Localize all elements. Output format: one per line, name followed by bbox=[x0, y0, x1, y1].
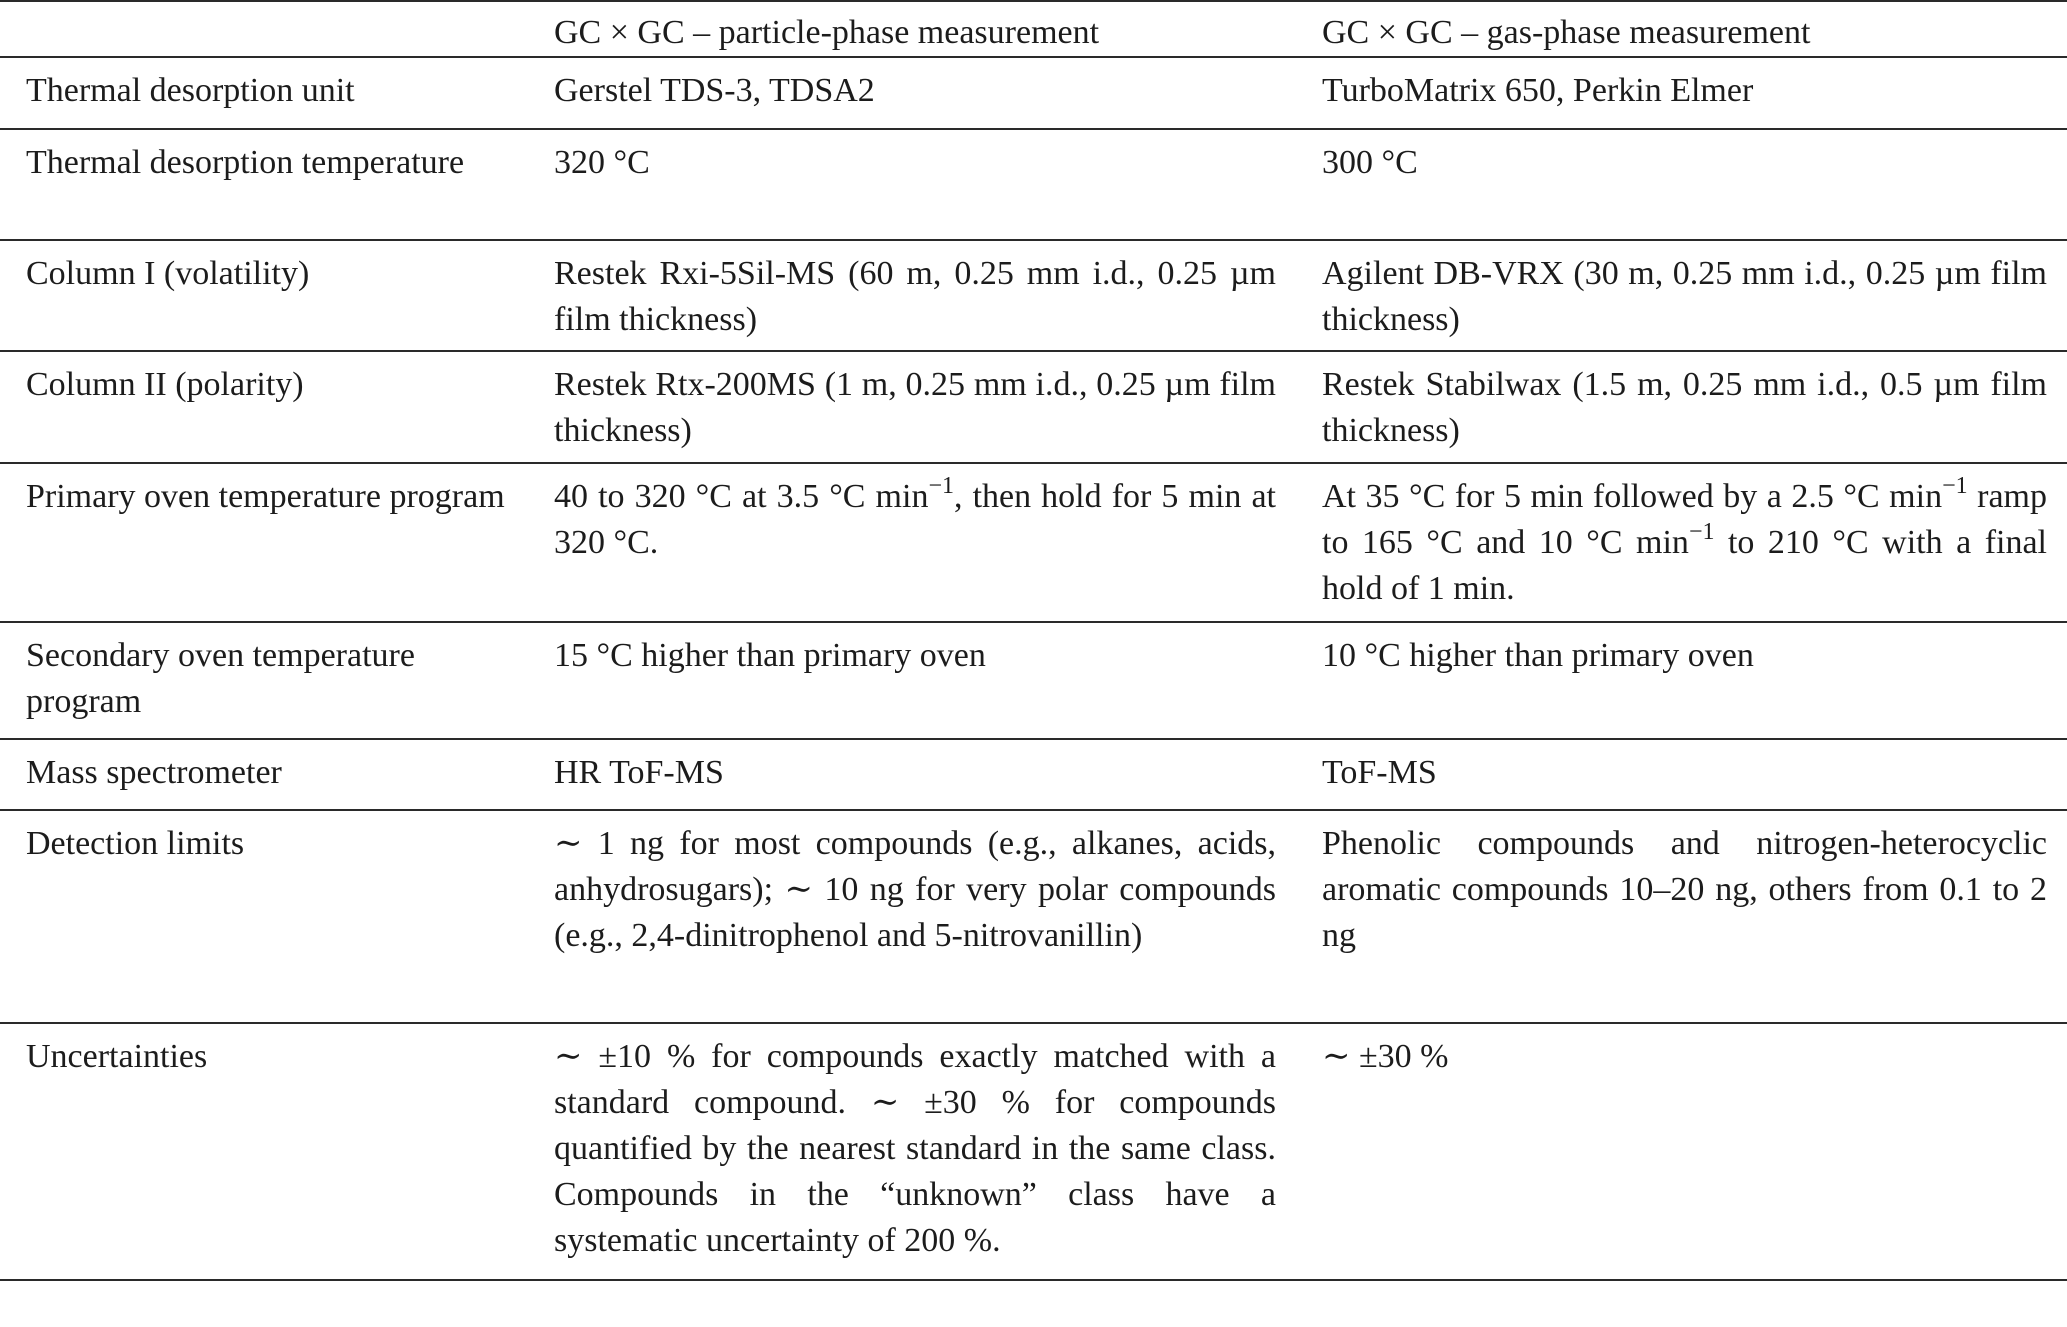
row-particle-value: HR ToF-MS bbox=[554, 754, 724, 791]
superscript-exponent: −1 bbox=[928, 473, 954, 499]
header-parameter bbox=[0, 2, 528, 56]
row-gas-value: Phenolic compounds and nitrogen-heterocyclic aromatic compounds 10–20 ng, others from 0.1 to 2 ng bbox=[1322, 825, 2047, 954]
row-gas-value: ToF-MS bbox=[1322, 754, 1437, 791]
text-part: 40 to 320 °C at 3.5 °C min bbox=[554, 478, 929, 515]
row-particle-value: ∼ 1 ng for most compounds (e.g., alkanes, acids, anhydrosugars); ∼ 10 ng for very polar compounds (e.g., 2,4-dinitrophenol and 5-nitrovanillin) bbox=[554, 825, 1276, 954]
row-particle-value: Restek Rtx-200MS (1 m, 0.25 mm i.d., 0.25 µm film thickness) bbox=[554, 366, 1276, 449]
table-row bbox=[0, 464, 2067, 623]
row-gas-value: TurboMatrix 650, Perkin Elmer bbox=[1322, 72, 1754, 109]
row-parameter: Primary oven temperature program bbox=[26, 478, 505, 515]
table-row bbox=[0, 623, 2067, 740]
header-particle-phase: GC × GC – particle-phase measurement bbox=[554, 14, 1100, 51]
header-gas-phase: GC × GC – gas-phase measurement bbox=[1322, 14, 1811, 51]
row-particle-value: ∼ ±10 % for compounds exactly matched with a standard compound. ∼ ±30 % for compounds quantified by the nearest standard in the same class. Compounds in the “unknown” class have a systematic uncertainty of 200 %. bbox=[554, 1038, 1276, 1259]
table-header-row bbox=[0, 2, 2067, 58]
row-parameter: Secondary oven temperature program bbox=[26, 637, 415, 720]
row-particle-value: 15 °C higher than primary oven bbox=[554, 637, 986, 674]
superscript-exponent: −1 bbox=[1688, 519, 1715, 545]
row-parameter: Thermal desorption unit bbox=[26, 72, 355, 109]
row-parameter: Detection limits bbox=[26, 825, 245, 862]
superscript-exponent: −1 bbox=[1942, 473, 1968, 499]
row-parameter: Thermal desorption temperature bbox=[26, 144, 465, 181]
row-particle-value: Gerstel TDS-3, TDSA2 bbox=[554, 72, 875, 109]
table-row bbox=[0, 241, 2067, 352]
table-row bbox=[0, 130, 2067, 241]
row-parameter: Column II (polarity) bbox=[26, 366, 304, 403]
text-part: ramp to 165 °C and 10 °C min bbox=[1322, 478, 2047, 561]
row-gas-value: ∼ ±30 % bbox=[1322, 1038, 1449, 1075]
row-parameter: Column I (volatility) bbox=[26, 255, 310, 292]
row-particle-value bbox=[528, 464, 1296, 621]
table-row bbox=[0, 1024, 2067, 1281]
row-parameter: Uncertainties bbox=[26, 1038, 208, 1075]
row-parameter: Mass spectrometer bbox=[26, 754, 282, 791]
row-gas-value: Agilent DB-VRX (30 m, 0.25 mm i.d., 0.25 µm film thickness) bbox=[1322, 255, 2047, 338]
table-row bbox=[0, 352, 2067, 464]
row-gas-value: 300 °C bbox=[1322, 144, 1418, 181]
row-gas-value: 10 °C higher than primary oven bbox=[1322, 637, 1754, 674]
table-row bbox=[0, 811, 2067, 1024]
table-row bbox=[0, 58, 2067, 130]
row-gas-value: Restek Stabilwax (1.5 m, 0.25 mm i.d., 0.5 µm film thickness) bbox=[1322, 366, 2047, 449]
text-part: to 210 °C with a final hold of 1 min. bbox=[1322, 524, 2047, 607]
text-part: At 35 °C for 5 min followed by a 2.5 °C min bbox=[1322, 478, 1943, 515]
text-part: , then hold for 5 min at 320 °C. bbox=[554, 478, 1276, 561]
row-gas-value bbox=[1296, 464, 2067, 621]
row-particle-value: Restek Rxi-5Sil-MS (60 m, 0.25 mm i.d., 0.25 µm film thickness) bbox=[554, 255, 1276, 338]
table-row bbox=[0, 740, 2067, 811]
row-particle-value: 320 °C bbox=[554, 144, 650, 181]
